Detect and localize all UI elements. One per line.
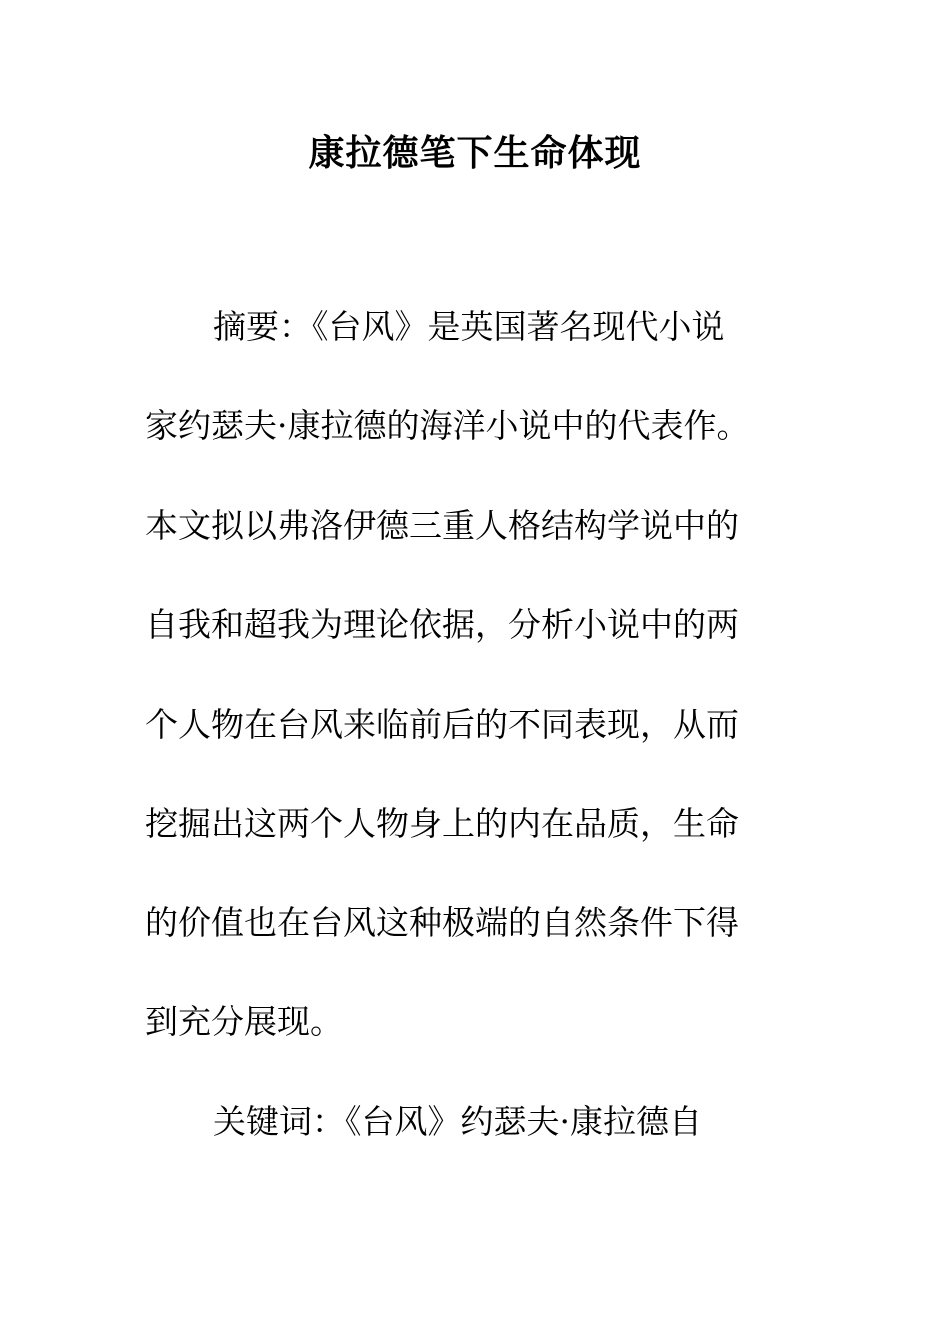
abstract-line-5: 个人物在台风来临前后的不同表现，从而: [145, 705, 739, 744]
abstract-line-2: 家约瑟夫·康拉德的海洋小说中的代表作。: [145, 406, 750, 445]
document-title: 康拉德笔下生命体现: [308, 132, 642, 174]
abstract-line-7: 的价值也在台风这种极端的自然条件下得: [145, 903, 739, 942]
abstract-line-3: 本文拟以弗洛伊德三重人格结构学说中的: [145, 506, 739, 545]
abstract-line-1: 摘要：《台风》是英国著名现代小说: [213, 307, 725, 346]
abstract-line-8: 到充分展现。: [145, 1002, 343, 1041]
keywords-line: 关键词：《台风》约瑟夫·康拉德自: [213, 1102, 702, 1141]
abstract-line-6: 挖掘出这两个人物身上的内在品质，生命: [145, 804, 739, 843]
abstract-line-4: 自我和超我为理论依据，分析小说中的两: [145, 605, 739, 644]
